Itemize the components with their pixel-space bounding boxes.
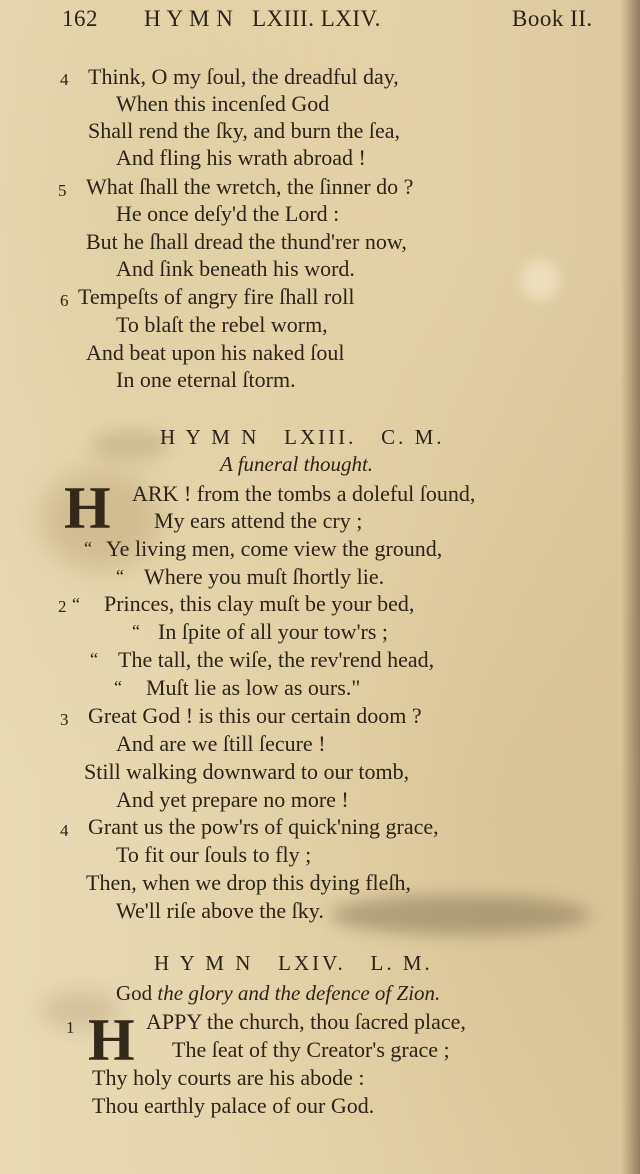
verse-line: Thou earthly palace of our God. xyxy=(92,1093,375,1118)
quote-mark: “ xyxy=(90,649,98,669)
verse-line: What ſhall the wretch, the ſinner do ? xyxy=(86,174,414,199)
verse-line: The ſeat of thy Creator's grace ; xyxy=(172,1037,450,1062)
book-label: Book II. xyxy=(512,6,593,31)
drop-capital: H xyxy=(88,1007,135,1073)
stain xyxy=(330,895,590,935)
verse-line: To fit our ſouls to fly ; xyxy=(116,842,312,867)
verse-number: 5 xyxy=(58,181,67,200)
verse-line: We'll riſe above the ſky. xyxy=(116,898,324,923)
verse-line: Still walking downward to our tomb, xyxy=(84,759,410,784)
verse-line: APPY the church, thou ſacred place, xyxy=(146,1009,466,1034)
verse-line: The tall, the wiſe, the rev'rend head, xyxy=(118,647,435,672)
verse-line: When this incenſed God xyxy=(116,91,330,116)
drop-capital: H xyxy=(64,475,111,541)
quote-mark: “ xyxy=(72,594,80,614)
verse-line: And ſink beneath his word. xyxy=(116,256,355,281)
verse-number: 3 xyxy=(60,710,69,729)
verse-line: In ſpite of all your tow'rs ; xyxy=(158,619,389,644)
verse-line: And are we ſtill ſecure ! xyxy=(116,731,326,756)
verse-line: He once deſy'd the Lord : xyxy=(116,201,340,226)
verse-number: 6 xyxy=(60,291,69,310)
hymn-title: H Y M N LXIV. L. M. xyxy=(154,951,433,975)
quote-mark: “ xyxy=(116,566,124,586)
quote-mark: “ xyxy=(114,677,122,697)
stain xyxy=(520,260,560,300)
verse-line: To blaſt the rebel worm, xyxy=(116,312,328,337)
verse-line: In one eternal ſtorm. xyxy=(116,367,296,392)
hymn-title: H Y M N LXIII. C. M. xyxy=(160,425,445,449)
verse-line: Ye living men, come view the ground, xyxy=(106,536,443,561)
verse-number: 4 xyxy=(60,821,69,840)
verse-number: 2 xyxy=(58,597,67,616)
verse-line: Grant us the pow'rs of quick'ning grace, xyxy=(88,814,439,839)
running-title: H Y M N LXIII. LXIV. xyxy=(144,6,381,31)
verse-line: Great God ! is this our certain doom ? xyxy=(88,703,422,728)
hymn-subtitle xyxy=(116,980,440,1007)
quote-mark: “ xyxy=(132,621,140,641)
verse-line: Princes, this clay muſt be your bed, xyxy=(104,591,415,616)
verse-line: Think, O my ſoul, the dreadful day, xyxy=(88,64,399,89)
verse-line: Then, when we drop this dying fleſh, xyxy=(86,870,412,895)
quote-mark: “ xyxy=(84,538,92,558)
verse-line: ARK ! from the tombs a doleful ſound, xyxy=(132,481,476,506)
verse-line: But he ſhall dread the thund'rer now, xyxy=(86,229,407,254)
hymn-subtitle: A funeral thought. xyxy=(220,452,374,476)
verse-line: And fling his wrath abroad ! xyxy=(116,145,366,170)
verse-line: Tempeſts of angry fire ſhall roll xyxy=(78,284,355,309)
stain xyxy=(90,430,170,460)
verse-line: And beat upon his naked ſoul xyxy=(86,340,345,365)
page-number: 162 xyxy=(62,6,98,31)
verse-line: And yet prepare no more ! xyxy=(116,787,349,812)
verse-line: Shall rend the ſky, and burn the ſea, xyxy=(88,118,400,143)
subtitle-italic: the glory and the defence of Zion. xyxy=(157,981,441,1005)
verse-line: My ears attend the cry ; xyxy=(154,508,363,533)
verse-line: Where you muſt ſhortly lie. xyxy=(144,564,385,589)
verse-line: Muſt lie as low as ours." xyxy=(146,675,361,700)
verse-number: 4 xyxy=(60,70,69,89)
verse-line: Thy holy courts are his abode : xyxy=(92,1065,365,1090)
subtitle-plain: God xyxy=(116,981,153,1005)
verse-number: 1 xyxy=(66,1018,75,1037)
